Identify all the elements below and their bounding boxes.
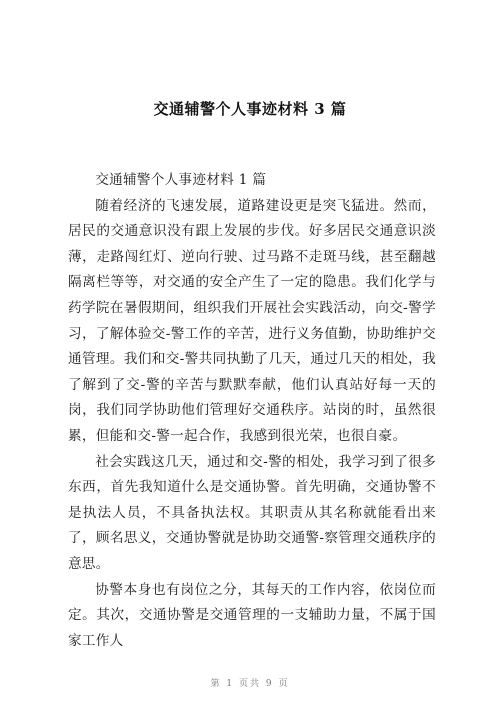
body-paragraph: 社会实践这几天，通过和交-警的相处，我学习到了很多东西，首先我知道什么是交通协警。首先明确，交通协警不是执法人员，不具备执法权。其职责从其名称就能看出来了，顾名思义，交通协警就是协助交通警-察管理交通秩序的意思。 <box>68 453 436 572</box>
document-title: 交通辅警个人事迹材料 3 篇 <box>153 100 347 118</box>
body-paragraph: 随着经济的飞速发展，道路建设更是突飞猛进。然而，居民的交通意识没有跟上发展的步伐。好多居民交通意识淡薄，走路闯红灯、逆向行驶、过马路不走斑马线，甚至翻越隔离栏等等，对交通的安全产生了一定的隐患。我们化学与药学院在暑假期间，组织我们开展社会实践活动，向交-警学习，了解体验交-警工作的辛苦，进行义务值勤，协助维护交通管理。我们和交-警共同执勤了几天，通过几天的相处，我了解到了交-警的辛苦与默默奉献，他们认真站好每一天的岗，我们同学协助他们管理好交通秩序。站岗的时，虽然很累，但能和交-警一起合作，我感到很光荣，也很自豪。 <box>68 197 436 444</box>
page-footer: 第 1 页共 9 页 <box>210 679 290 689</box>
document-body <box>68 168 436 654</box>
body-paragraph: 协警本身也有岗位之分，其每天的工作内容，依岗位而定。其次，交通协警是交通管理的一支辅助力量，不属于国家工作人 <box>68 581 436 649</box>
section-heading: 交通辅警个人事迹材料 1 篇 <box>95 172 267 188</box>
